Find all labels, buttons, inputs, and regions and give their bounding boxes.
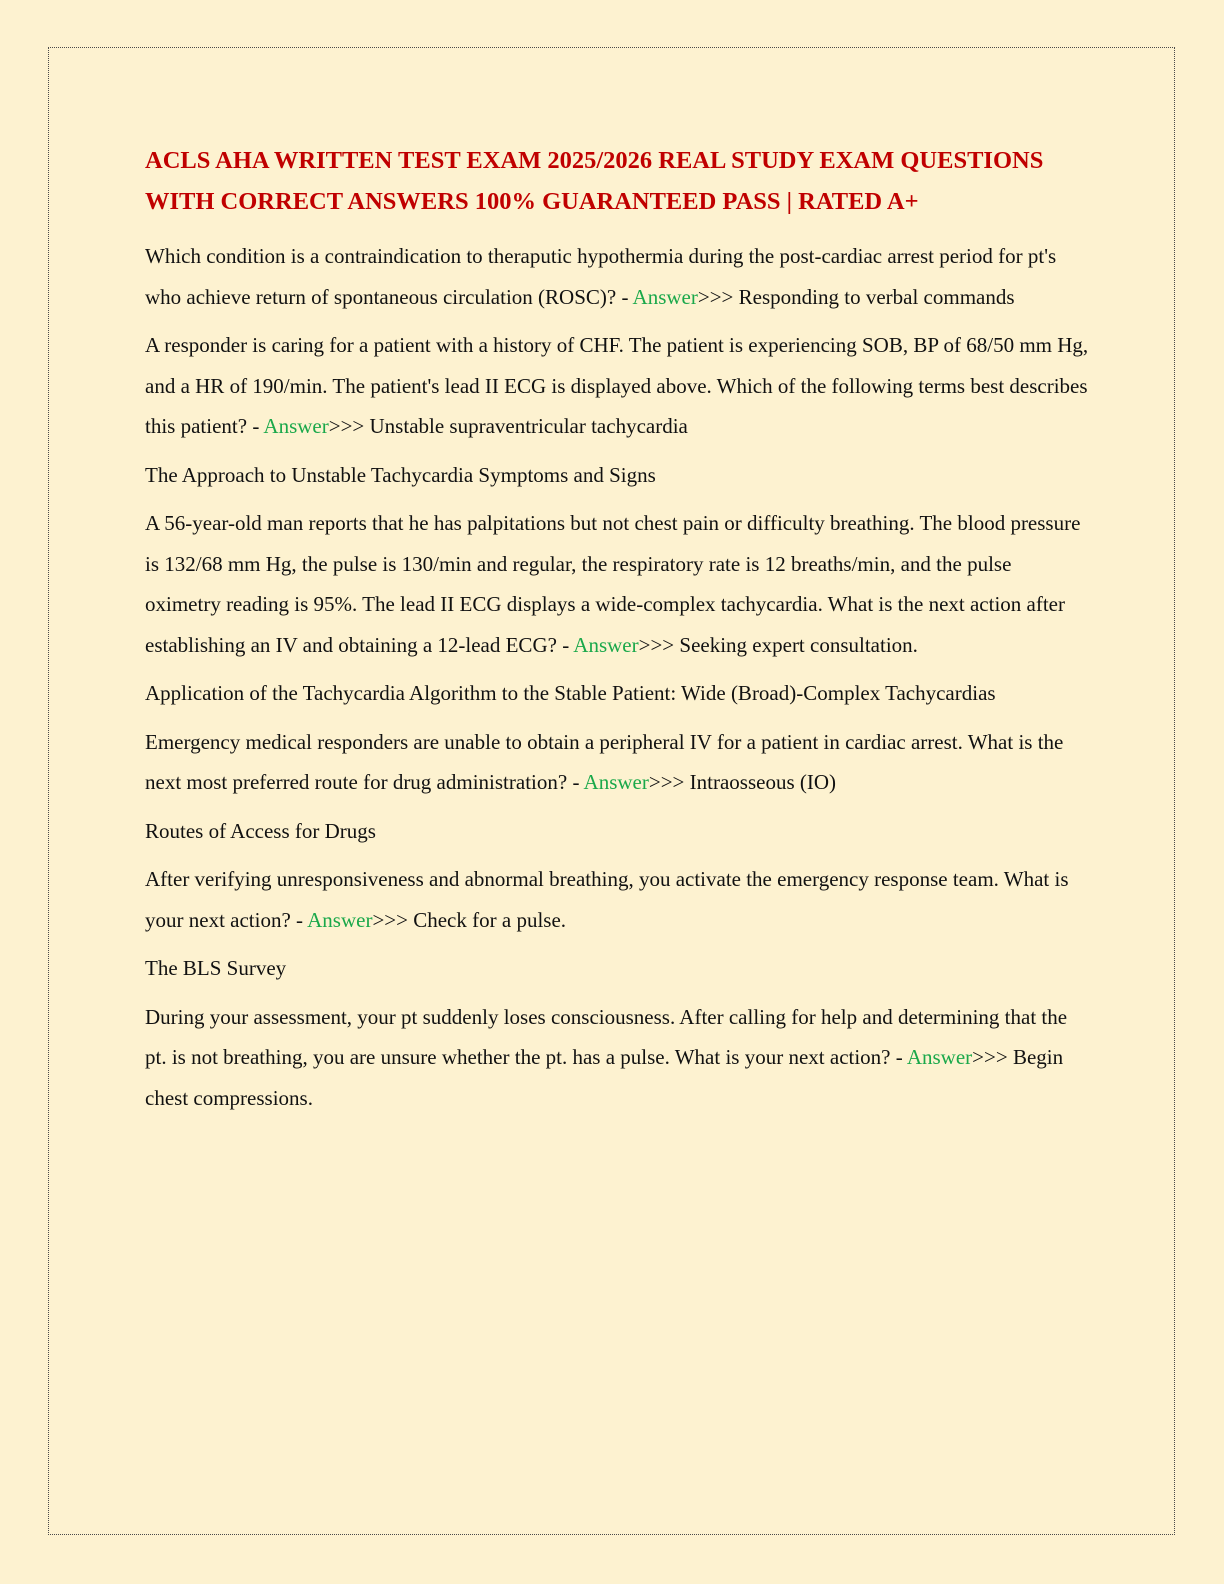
section-heading: Application of the Tachycardia Algorithm to the Stable Patient: Wide (Broad)-Complex Tachycardias (145, 681, 996, 705)
answer-separator: - (247, 414, 264, 438)
answer-arrow: >>> (972, 1045, 1013, 1069)
qa-paragraph (145, 236, 1090, 317)
section-heading: The Approach to Unstable Tachycardia Symptoms and Signs (145, 462, 656, 487)
qa-paragraph (145, 722, 1090, 803)
answer-text: Seeking expert consultation. (679, 632, 918, 657)
question-text: Which condition is a contraindication to theraputic hypothermia during the post-cardiac arrest period for pt's who achieve return of spontaneous circulation (ROSC)? (145, 244, 1057, 309)
answer-separator: - (616, 284, 633, 309)
answer-separator: - (567, 770, 584, 794)
answer-label: Answer (307, 907, 373, 932)
qa-paragraph (145, 997, 1090, 1119)
answer-label: Answer (583, 770, 649, 794)
answer-text: Responding to verbal commands (738, 284, 1015, 309)
answer-separator: - (556, 632, 574, 657)
qa-paragraph (145, 859, 1090, 940)
answer-separator: - (890, 1045, 907, 1069)
question-text: A 56-year-old man reports that he has palpitations but not chest pain or difficulty breathing. The blood pressure is 132/68 mm Hg, the pulse is 130/min and regular, the respiratory rate is 12 breaths/min, and the pulse oximetry reading is 95%. The lead II ECG displays a wide-complex tachycardia. What is the next action after establishing an IV and obtaining a 12-lead ECG? (145, 511, 1081, 657)
answer-arrow: >>> (328, 414, 370, 438)
answer-separator: - (290, 907, 308, 932)
answer-arrow: >>> (372, 907, 414, 932)
answer-text: Intraosseous (IO) (689, 770, 837, 794)
question-text: During your assessment, your pt suddenly loses consciousness. After calling for help and determining that the pt. is not breathing, you are unsure whether the pt. has a pulse. What is your next action? (145, 1004, 1068, 1069)
answer-arrow: >>> (638, 632, 680, 657)
answer-text: Check for a pulse. (413, 907, 567, 932)
answer-label: Answer (632, 284, 698, 309)
document-body (145, 140, 1090, 1126)
question-text: A responder is caring for a patient with a history of CHF. The patient is experiencing SOB, BP of 68/50 mm Hg, and a HR of 190/min. The patient's lead II ECG is displayed above. Which of the following terms best describes this patient? (145, 333, 1089, 438)
question-text: Emergency medical responders are unable to obtain a peripheral IV for a patient in cardiac arrest. What is the next most preferred route for drug administration? (145, 729, 1064, 794)
section-heading: Routes of Access for Drugs (145, 818, 376, 843)
document-title: ACLS AHA WRITTEN TEST EXAM 2025/2026 REAL STUDY EXAM QUESTIONS WITH CORRECT ANSWERS 100% GUARANTEED PASS | RATED A+ (145, 147, 1044, 215)
answer-text: Unstable supraventricular tachycardia (369, 414, 688, 438)
answer-arrow: >>> (697, 284, 739, 309)
answer-label: Answer (263, 414, 329, 438)
answer-label: Answer (906, 1045, 973, 1069)
question-text: After verifying unresponsiveness and abnormal breathing, you activate the emergency response team. What is your next action? (145, 867, 1069, 932)
answer-label: Answer (573, 632, 639, 657)
section-heading: The BLS Survey (145, 956, 287, 980)
answer-text: Begin chest compressions. (145, 1045, 1064, 1110)
qa-paragraph (145, 325, 1090, 447)
qa-paragraph (145, 503, 1090, 665)
answer-arrow: >>> (648, 770, 690, 794)
